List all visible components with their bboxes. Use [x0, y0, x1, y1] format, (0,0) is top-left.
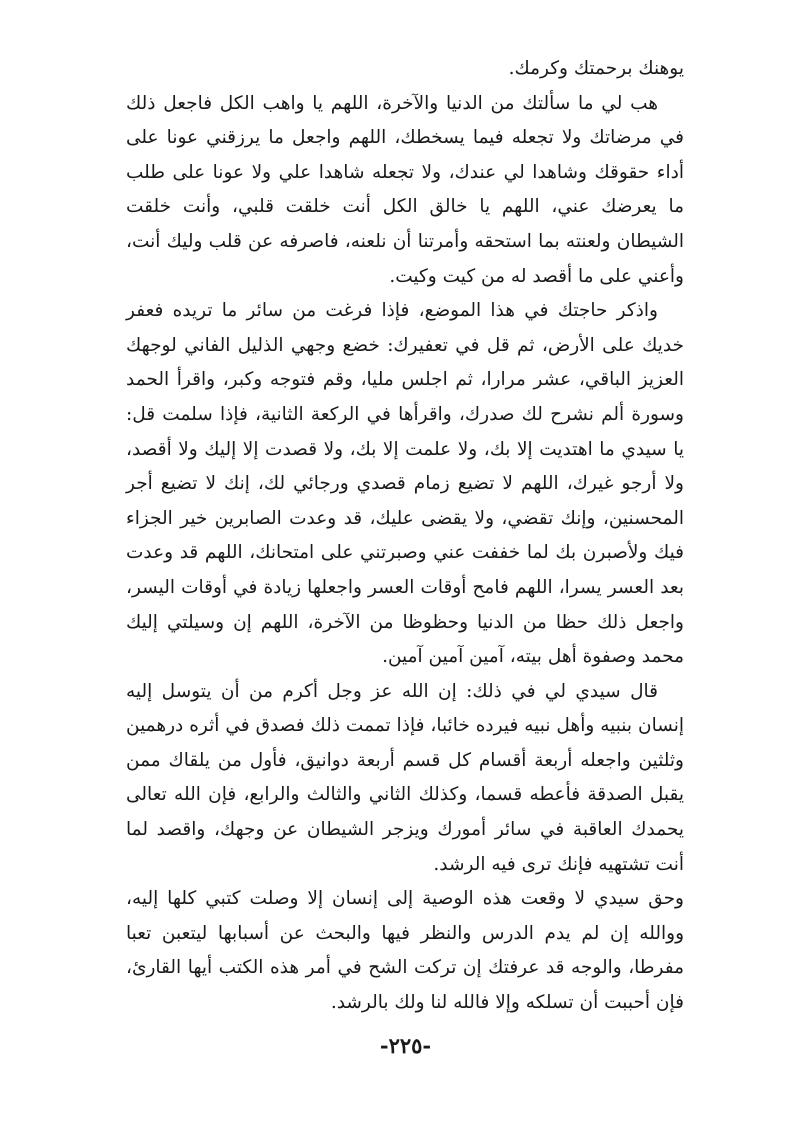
paragraph-3: واذكر حاجتك في هذا الموضع، فإذا فرغت من سائر ما تريده فعفر خديك على الأرض، ثم قل في تعفيرك: خضع وجهي الذليل الفاني لوجهك العزيز الباقي، عشر مرارا، ثم اجلس مليا، وقم فتوجه وكبر، واقرأ الحمد وسورة ألم نشرح لك صدرك، واقرأها في الركعة الثانية، فإذا سلمت قل: يا سيدي ما اهتديت إلا بك، ولا علمت إلا بك، ولا قصدت إلا إليك ولا أقصد، ولا أرجو غيرك، اللهم لا تضيع زمام قصدي ورجائي لك، إنك لا تضيع أجر المحسنين، وإنك تقضي، ولا يقضى عليك، قد وعدت الصابرين خير الجزاء فيك ولأصبرن بك لما خففت عني وصبرتني على امتحانك، اللهم قد وعدت بعد العسر يسرا، اللهم فامح أوقات العسر واجعلها زيادة في أوقات اليسر، واجعل ذلك حظا من الدنيا وحظوظا من الآخرة، اللهم إن وسيلتي إليك محمد وصفوة أهل بيته، آمين آمين آمين. [126, 300, 684, 668]
paragraph-5: وحق سيدي لا وقعت هذه الوصية إلى إنسان إلا وصلت كتبي كلها إليه، ووالله إن لم يدم الدرس والنظر فيها والبحث عن أسبابها ليتعبن تعبا مفرطا، والوجه قد عرفتك إن تركت الشح في أمر هذه الكتب أيها القارئ، فإن أحببت أن تسلكه وإلا فالله لنا ولك بالرشد. [126, 888, 684, 1014]
paragraph-4: قال سيدي لي في ذلك: إن الله عز وجل أكرم من أن يتوسل إليه إنسان بنبيه وأهل نبيه فيرده خائبا، فإذا تممت ذلك فصدق في أثره درهمين وثلثين واجعله أربعة أقسام كل قسم أربعة دوانيق، فأول من يلقاك ممن يقبل الصدقة فأعطه قسما، وكذلك الثاني والثالث والرابع، فإن الله تعالى يحمدك العاقبة في سائر أمورك ويزجر الشيطان عن وجهك، واقصد لما أنت تشتهيه فإنك ترى فيه الرشد. [126, 680, 684, 875]
paragraph-2: هب لي ما سألتك من الدنيا والآخرة، اللهم يا واهب الكل فاجعل ذلك في مرضاتك ولا تجعله فيما يسخطك، اللهم واجعل ما يرزقني عونا على أداء حقوقك وشاهدا لي عندك، ولا تجعله شاهدا علي ولا عونا على طلب ما يعرضك عني، اللهم يا خالق الكل أنت خلقت قلبي، وأنت خلقت الشيطان ولعنته بما استحقه وأمرتنا أن نلعنه، فاصرفه عن قلب وليك أنت، وأعني على ما أقصد له من كيت وكيت. [126, 92, 684, 287]
paragraph-1: يوهنك برحمتك وكرمك. [508, 58, 684, 79]
page-number: -٢٢٥- [379, 1033, 432, 1058]
body-text [126, 52, 684, 1021]
